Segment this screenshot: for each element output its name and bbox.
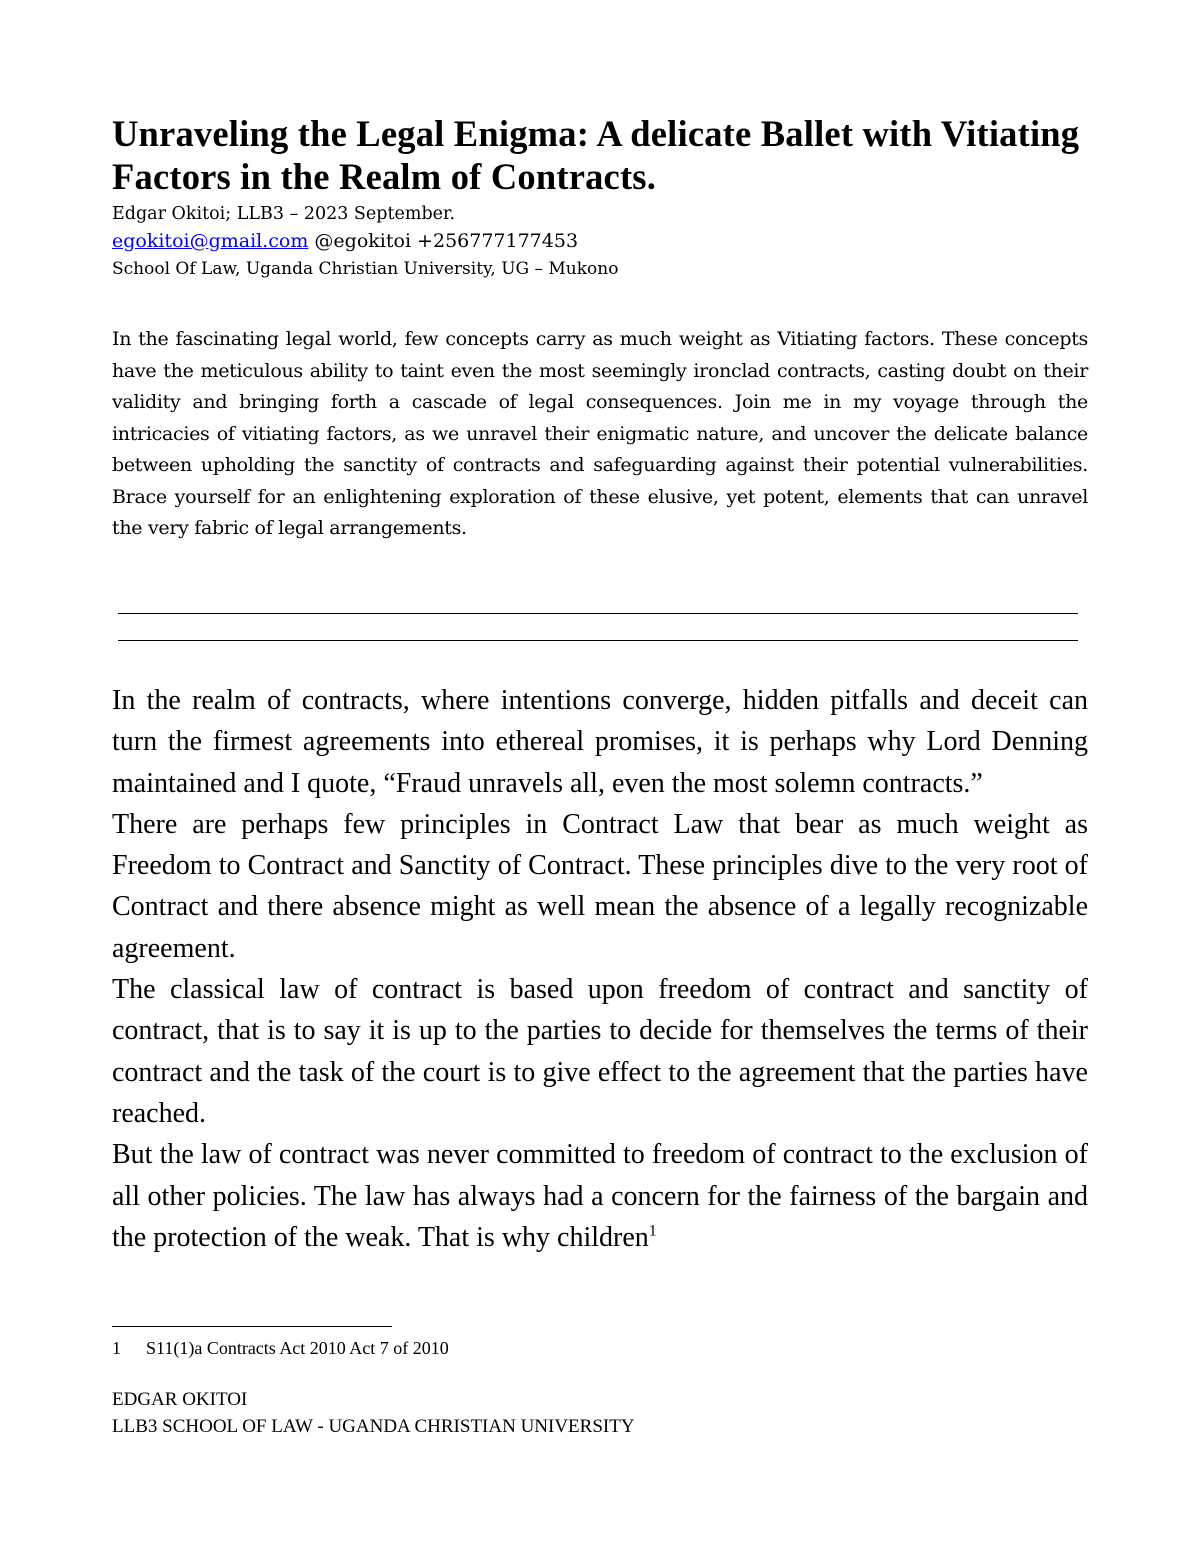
abstract-paragraph: In the fascinating legal world, few concepts carry as much weight as Vitiating factors. These concepts have the meticulous ability to taint even the most seemingly ironclad contracts, casting doubt on their validity and bringing forth a cascade of legal consequences. Join me in my voyage through the intricacies of vitiating factors, as we unravel their enigmatic nature, and uncover the delicate balance between upholding the sanctity of contracts and safeguarding against their potential vulnerabilities. Brace yourself for an enlightening exploration of these elusive, yet potent, elements that can unravel the very fabric of legal arrangements. [112, 328, 1088, 539]
email-link[interactable]: egokitoi@gmail.com [112, 230, 309, 252]
body-paragraph-4-text: But the law of contract was never committed to freedom of contract to the exclusion of all other policies. The law has always had a concern for the fairness of the bargain and the protection of the weak. That is why children [112, 1139, 1088, 1253]
document-title: Unraveling the Legal Enigma: A delicate Ballet with Vitiating Factors in the Realm of Contracts. [112, 113, 1080, 197]
footnote-number: 1 [112, 1338, 121, 1358]
document-header [112, 112, 1088, 545]
contact-details: @egokitoi +256777177453 [308, 230, 579, 252]
footer-affiliation: LLB3 SCHOOL OF LAW - UGANDA CHRISTIAN UNIVERSITY [112, 1416, 635, 1437]
contact-line [112, 226, 1088, 256]
footnote-reference[interactable]: 1 [648, 1222, 657, 1240]
body-text [112, 680, 1088, 1258]
footnote [112, 1336, 449, 1360]
separator-line-1 [118, 613, 1078, 614]
footer-name: EDGAR OKITOI [112, 1389, 248, 1410]
separator-line-2 [118, 640, 1078, 641]
footnote-text: S11(1)a Contracts Act 2010 Act 7 of 2010 [146, 1338, 449, 1358]
footnote-separator [112, 1326, 392, 1327]
page-footer [112, 1386, 635, 1440]
school-line: School Of Law, Uganda Christian University, UG – Mukono [112, 259, 619, 279]
author-line: Edgar Okitoi; LLB3 – 2023 September. [112, 204, 456, 224]
body-paragraph-1: In the realm of contracts, where intentions converge, hidden pitfalls and deceit can turn the firmest agreements into ethereal promises, it is perhaps why Lord Denning maintained and I quote, “Fraud unravels all, even the most solemn contracts.” [112, 685, 1088, 799]
body-paragraph-3: The classical law of contract is based upon freedom of contract and sanctity of contract, that is to say it is up to the parties to decide for themselves the terms of their contract and the task of the court is to give effect to the agreement that the parties have reached. [112, 974, 1088, 1129]
body-paragraph-2: There are perhaps few principles in Contract Law that bear as much weight as Freedom to Contract and Sanctity of Contract. These principles dive to the very root of Contract and there absence might as well mean the absence of a legally recognizable agreement. [112, 808, 1088, 964]
body-paragraph-4 [112, 1134, 1088, 1258]
